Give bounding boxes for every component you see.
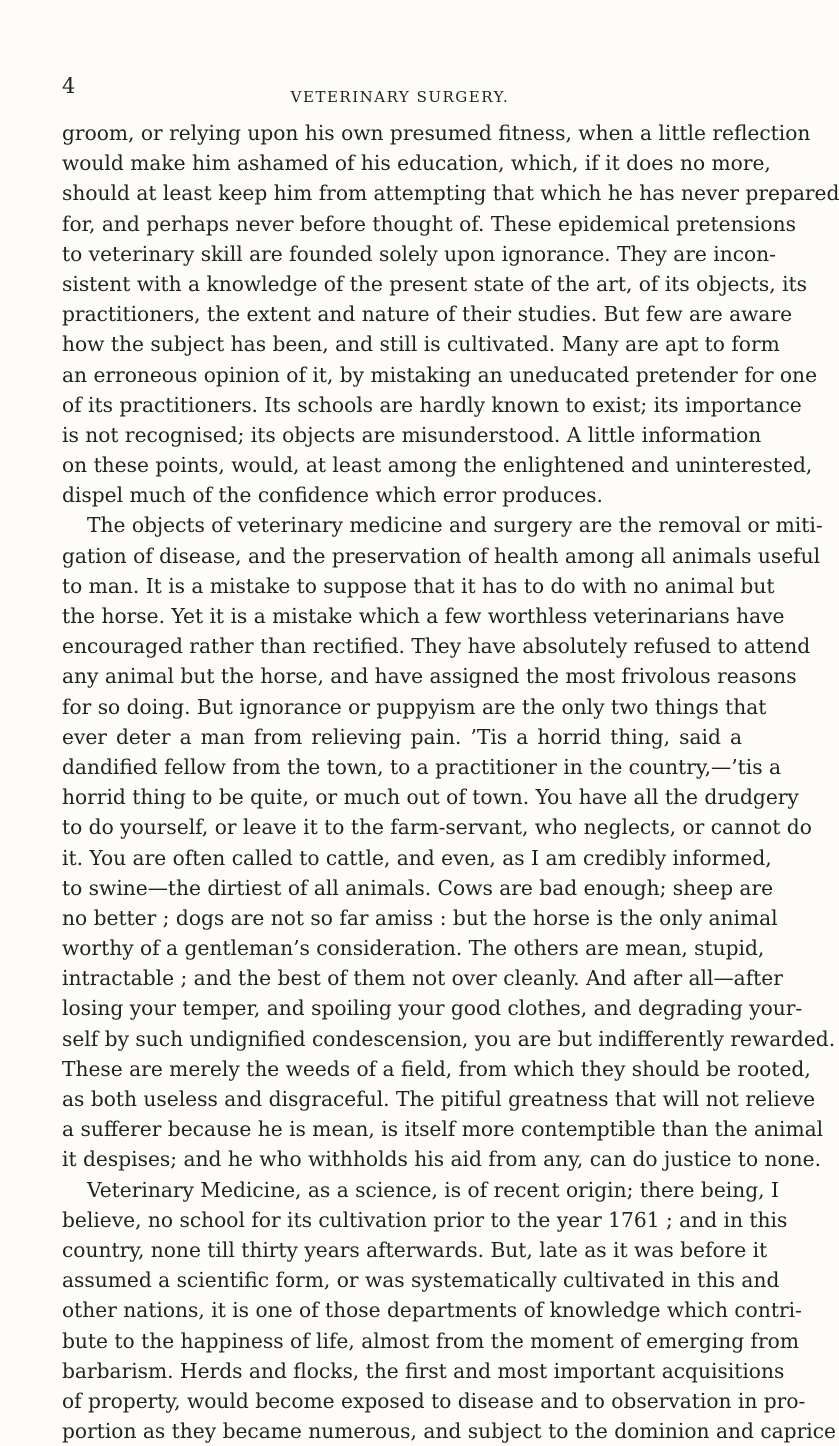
text-line: should at least keep him from attempting that which he has never prepared <box>62 181 839 206</box>
text-line: as both useless and disgraceful. The pitiful greatness that will not relieve <box>62 1087 816 1111</box>
text-line: for, and perhaps never before thought of. These epidemical pretensions <box>62 211 796 236</box>
text-line: for so doing. But ignorance or puppyism are the only two things that <box>62 694 767 719</box>
text-line: These are merely the weeds of a field, from which they should be rooted, <box>62 1056 811 1081</box>
text-line: ever deter a man from relieving pain. ’Tis a horrid thing, said a <box>62 724 742 749</box>
text-line: how the subject has been, and still is cultivated. Many are apt to form <box>62 332 780 357</box>
text-line: encouraged rather than rectified. They have absolutely refused to attend <box>62 634 811 659</box>
text-line: any animal but the horse, and have assigned the most frivolous reasons <box>62 664 797 689</box>
text-line: to veterinary skill are founded solely upon ignorance. They are incon- <box>62 241 777 266</box>
text-line: of property, would become exposed to disease and to observation in pro- <box>62 1388 806 1413</box>
text-line: intractable ; and the best of them not over cleanly. And after all—after <box>62 966 783 991</box>
text-line: dispel much of the confidence which error produces. <box>62 483 603 508</box>
text-line: other nations, it is one of those departments of knowledge which contri- <box>62 1298 802 1323</box>
text-line: gation of disease, and the preservation of health among all animals useful <box>62 543 821 568</box>
paragraph-start-line: Veterinary Medicine, as a science, is of recent origin; there being, I <box>87 1177 779 1202</box>
text-line: sistent with a knowledge of the present state of the art, of its objects, its <box>62 271 807 296</box>
text-line: practitioners, the extent and nature of their studies. But few are aware <box>62 302 793 327</box>
text-line: the horse. Yet it is a mistake which a few worthless veterinarians have <box>62 604 785 628</box>
text-line: to swine—the dirtiest of all animals. Cows are bad enough; sheep are <box>62 875 774 900</box>
text-line: no better ; dogs are not so far amiss : but the horse is the only animal <box>62 905 778 930</box>
text-line: assumed a scientific form, or was systematically cultivated in this and <box>62 1268 780 1293</box>
text-line: to do yourself, or leave it to the farm-servant, who neglects, or cannot do <box>62 815 812 840</box>
text-line: of its practitioners. Its schools are hardly known to exist; its importance <box>62 392 802 417</box>
text-line: is not recognised; its objects are misunderstood. A little information <box>62 422 762 447</box>
text-line: groom, or relying upon his own presumed fitness, when a little reflection <box>62 121 811 145</box>
text-line: barbarism. Herds and flocks, the first and most important acquisitions <box>62 1358 785 1383</box>
text-line: dandified fellow from the town, to a practitioner in the country,—’tis a <box>62 754 782 779</box>
text-line: believe, no school for its cultivation prior to the year 1761 ; and in this <box>62 1207 788 1232</box>
text-line: portion as they became numerous, and subject to the dominion and caprice <box>62 1419 836 1444</box>
text-line: worthy of a gentleman’s consideration. The others are mean, stupid, <box>62 936 765 961</box>
text-line: it. You are often called to cattle, and even, as I am credibly informed, <box>62 845 772 870</box>
running-head: VETERINARY SURGERY. <box>290 88 510 106</box>
text-line: it despises; and he who withholds his aid from any, can do justice to none. <box>62 1147 822 1172</box>
text-line: bute to the happiness of life, almost from the moment of emerging from <box>62 1328 799 1353</box>
page-number: 4 <box>62 74 76 98</box>
text-line: a sufferer because he is mean, is itself more contemptible than the animal <box>62 1117 824 1142</box>
text-line: to man. It is a mistake to suppose that it has to do with no animal but <box>62 573 775 598</box>
text-line: self by such undignified condescension, you are but indifferently rewarded. <box>62 1026 836 1051</box>
text-line: horrid thing to be quite, or much out of town. You have all the drudgery <box>62 785 799 810</box>
paragraph-start-line: The objects of veterinary medicine and surgery are the removal or miti- <box>87 513 823 538</box>
text-line: an erroneous opinion of it, by mistaking an uneducated pretender for one <box>62 362 818 387</box>
body-text <box>62 118 839 1446</box>
text-line: country, none till thirty years afterwards. But, late as it was before it <box>62 1237 768 1262</box>
text-line: would make him ashamed of his education, which, if it does no more, <box>62 151 771 176</box>
text-line: on these points, would, at least among the enlightened and uninterested, <box>62 453 813 478</box>
text-line: losing your temper, and spoiling your good clothes, and degrading your- <box>62 996 803 1021</box>
